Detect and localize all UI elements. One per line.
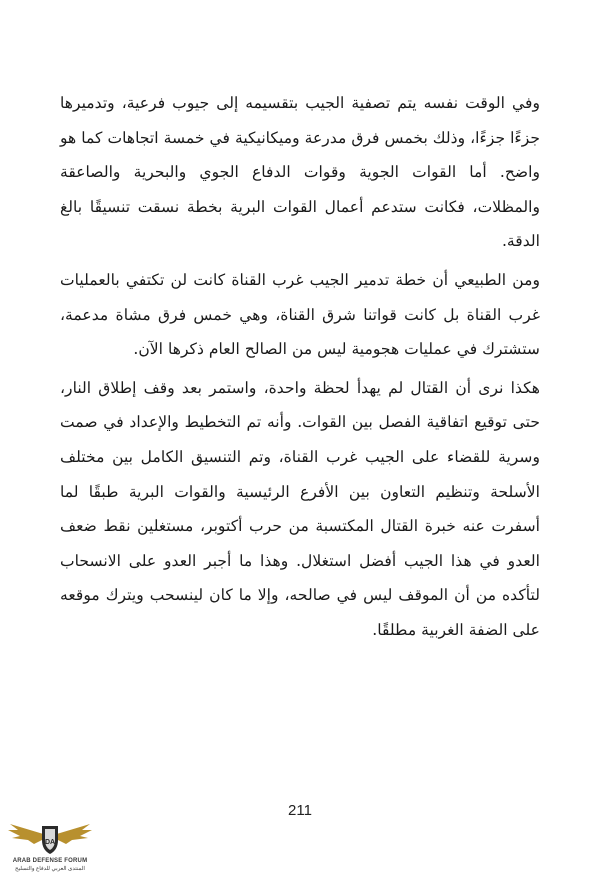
svg-text:DA: DA bbox=[44, 839, 56, 846]
page-number: 211 bbox=[288, 802, 312, 819]
watermark bbox=[4, 818, 96, 876]
watermark-subtitle: المنتدى العربي للدفاع والتسليح bbox=[15, 866, 85, 872]
paragraph-1: وفي الوقت نفسه يتم تصفية الجيب بتقسيمه إلى جيوب فرعية، وتدميرها جزءًا جزءًا، وذلك بخمس فرق مدرعة وميكانيكية في خمسة اتجاهات كما هو واضح. أما القوات الجوية وقوات الدفاع الجوي والبحرية والصاعقة والمظلات، فكانت ستدعم أعمال القوات البرية بخطة نسقت تنسيقًا بالغ الدقة. bbox=[60, 94, 540, 251]
paragraph-2: ومن الطبيعي أن خطة تدمير الجيب غرب القناة كانت لن تكتفي بالعمليات غرب القناة بل كانت قواتنا شرق القناة، وهي خمس فرق مشاة مدعمة، ستشترك في عمليات هجومية ليس من الصالح العام ذكرها الآن. bbox=[60, 270, 540, 359]
watermark-title: ARAB DEFENSE FORUM bbox=[12, 858, 88, 864]
eagle-emblem-icon bbox=[4, 818, 96, 858]
paragraph-3: هكذا نرى أن القتال لم يهدأ لحظة واحدة، واستمر بعد وقف إطلاق النار، حتى توقيع اتفاقية الفصل بين القوات. وأنه تم التخطيط والإعداد في صمت وسرية للقضاء على الجيب غرب القناة، وتم التنسيق الكامل بين مختلف الأسلحة وتنظيم التعاون بين الأفرع الرئيسية والقوات البرية طبقًا لما أسفرت عنه خبرة القتال المكتسبة من حرب أكتوبر، مستغلين نقط ضعف العدو في هذا الجيب أفضل استغلال. وهذا ما أجبر العدو على الانسحاب لتأكده من أن الموقف ليس في صالحه، وإلا ما كان لينسحب ويترك موقعه على الضفة الغربية مطلقًا. bbox=[60, 378, 540, 639]
body-text bbox=[60, 86, 540, 648]
